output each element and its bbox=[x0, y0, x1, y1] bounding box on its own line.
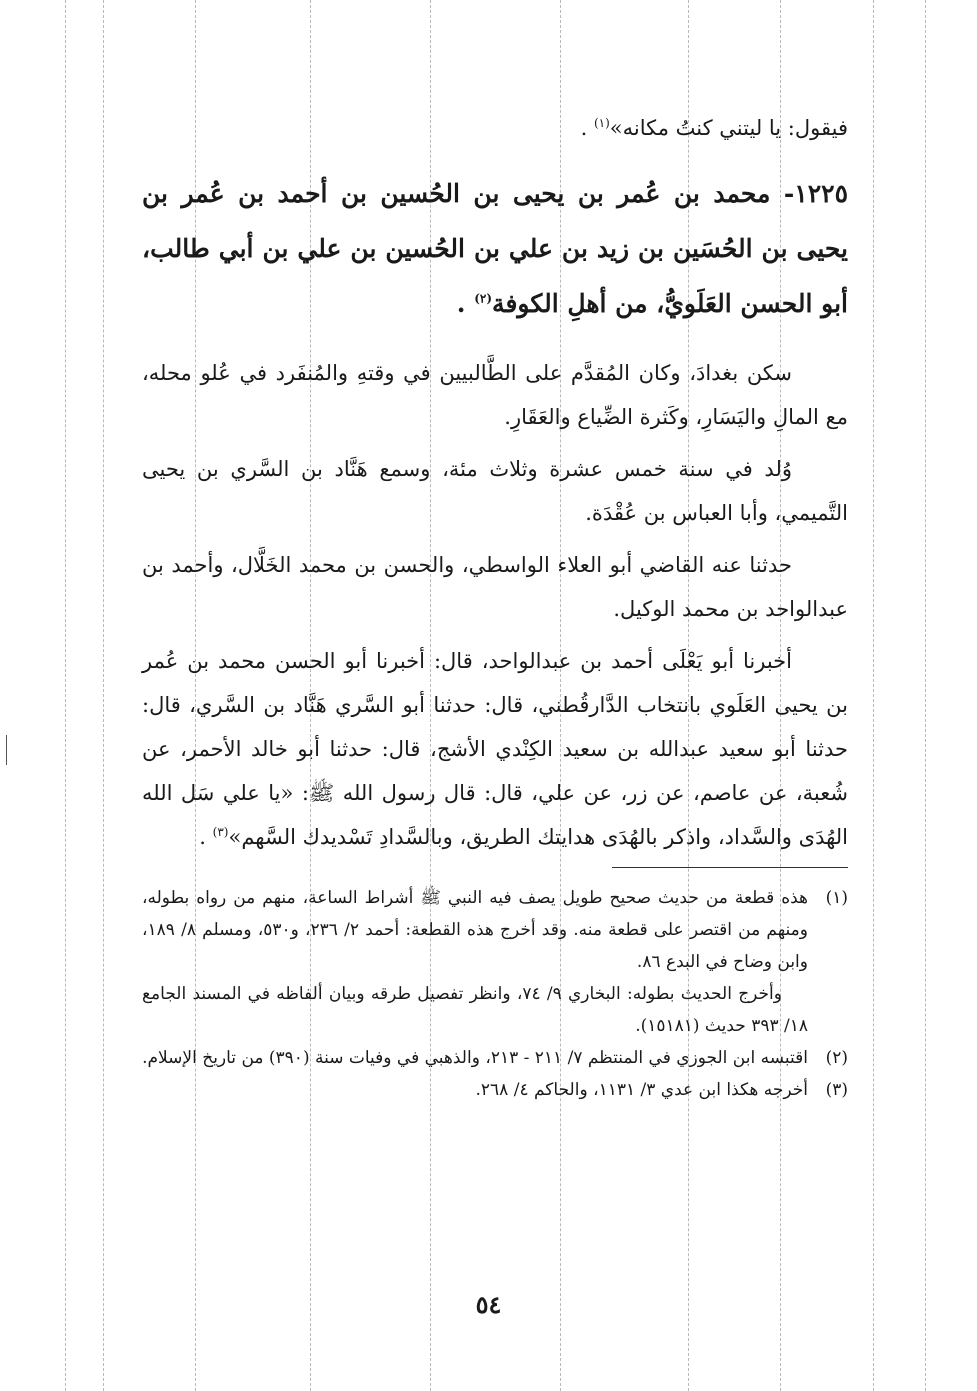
page-body bbox=[142, 108, 848, 1106]
guide-line bbox=[873, 0, 874, 1391]
page-number: ٥٤ bbox=[475, 1290, 502, 1319]
entry-heading-text: ١٢٢٥- محمد بن عُمر بن يحيى بن الحُسين بن أحمد بن عُمر بن يحيى بن الحُسَين بن زيد بن علي بن الحُسين بن علي بن أبي طالب، أبو الحسن العَلَويُّ، من أهلِ الكوفة bbox=[142, 179, 848, 318]
paragraph-4: أخبرنا أبو يَعْلَى أحمد بن عبدالواحد، قال: أخبرنا أبو الحسن محمد بن عُمر بن يحيى العَلَوي بانتخاب الدَّارقُطني، قال: حدثنا أبو السَّري هَنَّاد بن السَّري، قال: حدثنا أبو سعيد عبدالله بن سعيد الكِنْدي الأشج، قال: حدثنا أبو خالد الأحمر، عن شُعبة، عن عاصم، عن زر، عن علي، قال: قال رسول الله ﷺ: «يا علي سَل الله الهُدَى والسَّداد، واذكر بالهُدَى هدايتك الطريق، وبالسَّدادِ تَسْديدك السَّهم»$^{(٣)}$ . bbox=[142, 649, 848, 849]
footnotes bbox=[142, 882, 848, 1106]
footnote-number: (٢) bbox=[825, 1048, 848, 1068]
paragraph-1: سكن بغدادَ، وكان المُقدَّم على الطَّالبيين في وقتهِ والمُنفَرد في عُلو محله، مع المالِ واليَسَارِ، وكَثرة الضِّياع والعَقَارِ. bbox=[142, 361, 848, 429]
top-line: فيقول: يا ليتني كنتُ مكانه»$^{(١)}$ . bbox=[580, 116, 848, 140]
guide-line bbox=[925, 0, 926, 1391]
footnote-1 bbox=[142, 882, 848, 978]
paragraph-3: حدثنا عنه القاضي أبو العلاء الواسطي، والحسن بن محمد الخَلَّال، وأحمد بن عبدالواحد بن محمد الوكيل. bbox=[142, 553, 848, 621]
footnote-ref-1: (١) bbox=[593, 116, 610, 130]
paragraph-4-text: أخبرنا أبو يَعْلَى أحمد بن عبدالواحد، قال: أخبرنا أبو الحسن محمد بن عُمر بن يحيى العَلَوي بانتخاب الدَّارقُطني، قال: حدثنا أبو السَّري هَنَّاد بن السَّري، قال: حدثنا أبو سعيد عبدالله بن سعيد الكِنْدي الأشج، قال: حدثنا أبو خالد الأحمر، عن شُعبة، عن عاصم، عن زر، عن علي، قال: قال رسول الله ﷺ: «يا علي سَل الله الهُدَى والسَّداد، واذكر بالهُدَى هدايتك الطريق، وبالسَّدادِ تَسْديدك السَّهم» bbox=[142, 649, 848, 849]
footnote-ref-2: (٢) bbox=[474, 291, 493, 306]
top-line-text: فيقول: يا ليتني كنتُ مكانه» bbox=[609, 116, 848, 140]
footnote-ref-3: (٣) bbox=[212, 825, 229, 839]
footnote-text: أخرجه هكذا ابن عدي ٣/ ١١٣١، والحاكم ٤/ ٢٦٨. bbox=[475, 1080, 808, 1100]
footnote-separator bbox=[612, 867, 848, 868]
guide-line bbox=[65, 0, 66, 1391]
footnote-number: (٣) bbox=[825, 1080, 848, 1100]
biography-entry-heading: ١٢٢٥- محمد بن عُمر بن يحيى بن الحُسين بن أحمد بن عُمر بن يحيى بن الحُسَين بن زيد بن علي بن الحُسين بن علي بن أبي طالب، أبو الحسن العَلَويُّ، من أهلِ الكوفة$^{(٢)}$ . bbox=[142, 179, 848, 318]
footnote-3 bbox=[142, 1074, 848, 1106]
paragraph-2: وُلد في سنة خمس عشرة وثلاث مئة، وسمع هَنَّاد بن السَّري بن يحيى التَّميمي، وأبا العباس بن عُقْدَة. bbox=[142, 457, 848, 525]
footnote-2 bbox=[142, 1042, 848, 1074]
footnote-text: اقتبسه ابن الجوزي في المنتظم ٧/ ٢١١ - ٢١٣، والذهبي في وفيات سنة (٣٩٠) من تاريخ الإسلام. bbox=[142, 1048, 808, 1068]
footnote-continuation: وأخرج الحديث بطوله: البخاري ٩/ ٧٤، وانظر تفصيل طرقه وبيان ألفاظه في المسند الجامع ١٨/ ٣٩٣ حديث (١٥١٨١). bbox=[142, 984, 808, 1036]
footnote-text: هذه قطعة من حديث صحيح طويل يصف فيه النبي ﷺ أشراط الساعة، منهم من رواه بطوله، ومنهم من اقتصر على قطعة منه. وقد أخرج هذه القطعة: أحمد ٢/ ٢٣٦، و٥٣٠، ومسلم ٨/ ١٨٩، وابن وضاح في البدع ٨٦. bbox=[142, 888, 808, 972]
guide-line bbox=[103, 0, 104, 1391]
footnote-number: (١) bbox=[825, 888, 848, 908]
margin-mark bbox=[6, 735, 7, 765]
